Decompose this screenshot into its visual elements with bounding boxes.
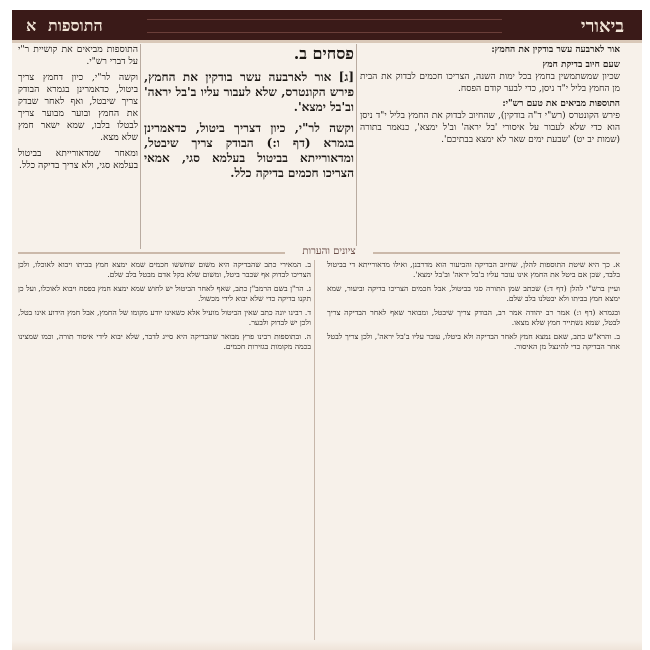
right-paragraph: פירש הקונטרס (רש"י ד"ה בודקין), שהחיוב לבדוק את החמץ בליל י"ד ניסן הוא כדי שלא לעבור על איסורי 'בל יראה' וב'ל ימצא', כנאמר בתורה (שמות יב יט) 'שבעת ימים שאר לא ימצא בבתיכם'. [360, 111, 620, 145]
header-ornament [147, 19, 502, 33]
note-paragraph: ד. רבינו יונה כתב שאין הביטול מועיל אלא כשאינו יודע מקומו של החמץ, אבל חמץ הידוע אינו בטל, ולכן יש לבדוק ולבער. [18, 308, 311, 327]
left-paragraph: וקשה לר"י, כיון דחמץ צריך ביטול, כדאמרינן בגמרא הבודק צריך שיבטל, ואף לאחר שבדק את החמץ ובוער מבוער צריך לבטלו בלבו, שמא ישאר חמץ שלא מצא. [18, 72, 138, 143]
column-divider [356, 44, 357, 249]
commentary-left-column [18, 44, 138, 249]
right-paragraph: שכיון שמשתמשין בחמץ בכל ימות השנה, הצריכו חכמים לבדוק את הבית מן החמץ בליל י"ד ניסן, כדי לבער קודם הפסח. [360, 72, 620, 94]
note-paragraph: ב. המאירי כתב שהבדיקה היא משום שחששו חכמים שמא ימצא חמץ בביתו ויבוא לאוכלו, ולכן הצריכו לבדוק אף שכבר ביטל, ומשום שלא בקל אדם מבטל בלב שלם. [18, 260, 311, 279]
left-paragraph: ומאחר שמדאורייתא בביטול בעלמא סגי, ולא צריך בדיקה כלל. [18, 148, 138, 171]
page-header [12, 10, 642, 43]
right-paragraph: התוספות מביאים את טעם רש"י: [502, 99, 620, 109]
note-paragraph: ג. הר"ן בשם הרמב"ן כתב, שאף לאחר הביטול יש לחוש שמא ימצא חמץ בפסח ויבוא לאוכלו, ועל כן תקנו בדיקה כדי שלא יבוא לידי מכשול. [18, 284, 311, 303]
notes-left-column [18, 260, 311, 640]
main-paragraph: [ג] אור לארבעה עשר בודקין את החמץ, פירש הקונטרס, שלא לעבור עליו ב'בל יראה' וב'בל ימצא'. [144, 70, 354, 114]
column-divider [140, 44, 141, 249]
note-paragraph: ב. והרא"ש כתב, שאם נמצא חמץ לאחר הבדיקה ולא ביטלו, עובר עליו ב'בל יראה', ולכן צריך לבטל אחר הבדיקה כדי להינצל מן האיסור. [327, 332, 620, 351]
right-paragraph: אור לארבעה עשר בודקין את החמץ: [491, 45, 620, 55]
main-paragraph: וקשה לר"י, כיון דצריך ביטול, כדאמרינן בגמרא (דף ו:) הבודק צריך שיבטל, ומדאורייתא בביטול בעלמא סגי, אמאי הצריכו חכמים בדיקה כלל. [144, 121, 354, 180]
page-letter: א [26, 16, 37, 35]
notes-right-column [327, 260, 620, 640]
right-paragraph: שעם חיוב בדיקת חמץ [542, 60, 620, 70]
page-bottom-edge [12, 640, 642, 650]
center-title: פסחים ב. [293, 44, 354, 63]
note-paragraph: ועיין ברש"י להלן (דף ד:) שכתב שמן התורה סגי בביטול, אבל חכמים הצריכו בדיקה וביעור, שמא ימצא חמץ בביתו ולא יבטלנו בלב שלם. [327, 284, 620, 303]
main-text-column [144, 44, 354, 249]
left-paragraph: התוספות מביאים את קושיית ר"י על דברי רש"י. [18, 44, 138, 67]
note-paragraph: ה. ובתוספות רבינו פרץ מבואר שהבדיקה היא סייג לדבר, שלא יבוא לידי איסור תורה, וכמו שמצינו בכמה מקומות בגזירות חכמים. [18, 332, 311, 351]
notes-column-divider [314, 260, 315, 640]
notes-title: ציונים והערות [285, 246, 373, 257]
commentary-right-column [360, 44, 620, 249]
header-left-title: התוספות [48, 16, 103, 35]
note-paragraph: א. כך היא שיטת התוספות להלן, שחיוב הבדיקה והביעור הוא מדרבנן, ואילו מדאורייתא די בביטול בלבד, שכן אם ביטל את החמץ אינו עובר עליו ב'בל יראה' וב'בל ימצא'. [327, 260, 620, 279]
header-right-title: ביאורי [580, 16, 624, 37]
note-paragraph: ובגמרא (דף ו:) אמר רב יהודה אמר רב, הבודק צריך שיבטל, ומבואר שאף לאחר הבדיקה צריך לבטל, שמא נשתייר חמץ שלא מצאו. [327, 308, 620, 327]
